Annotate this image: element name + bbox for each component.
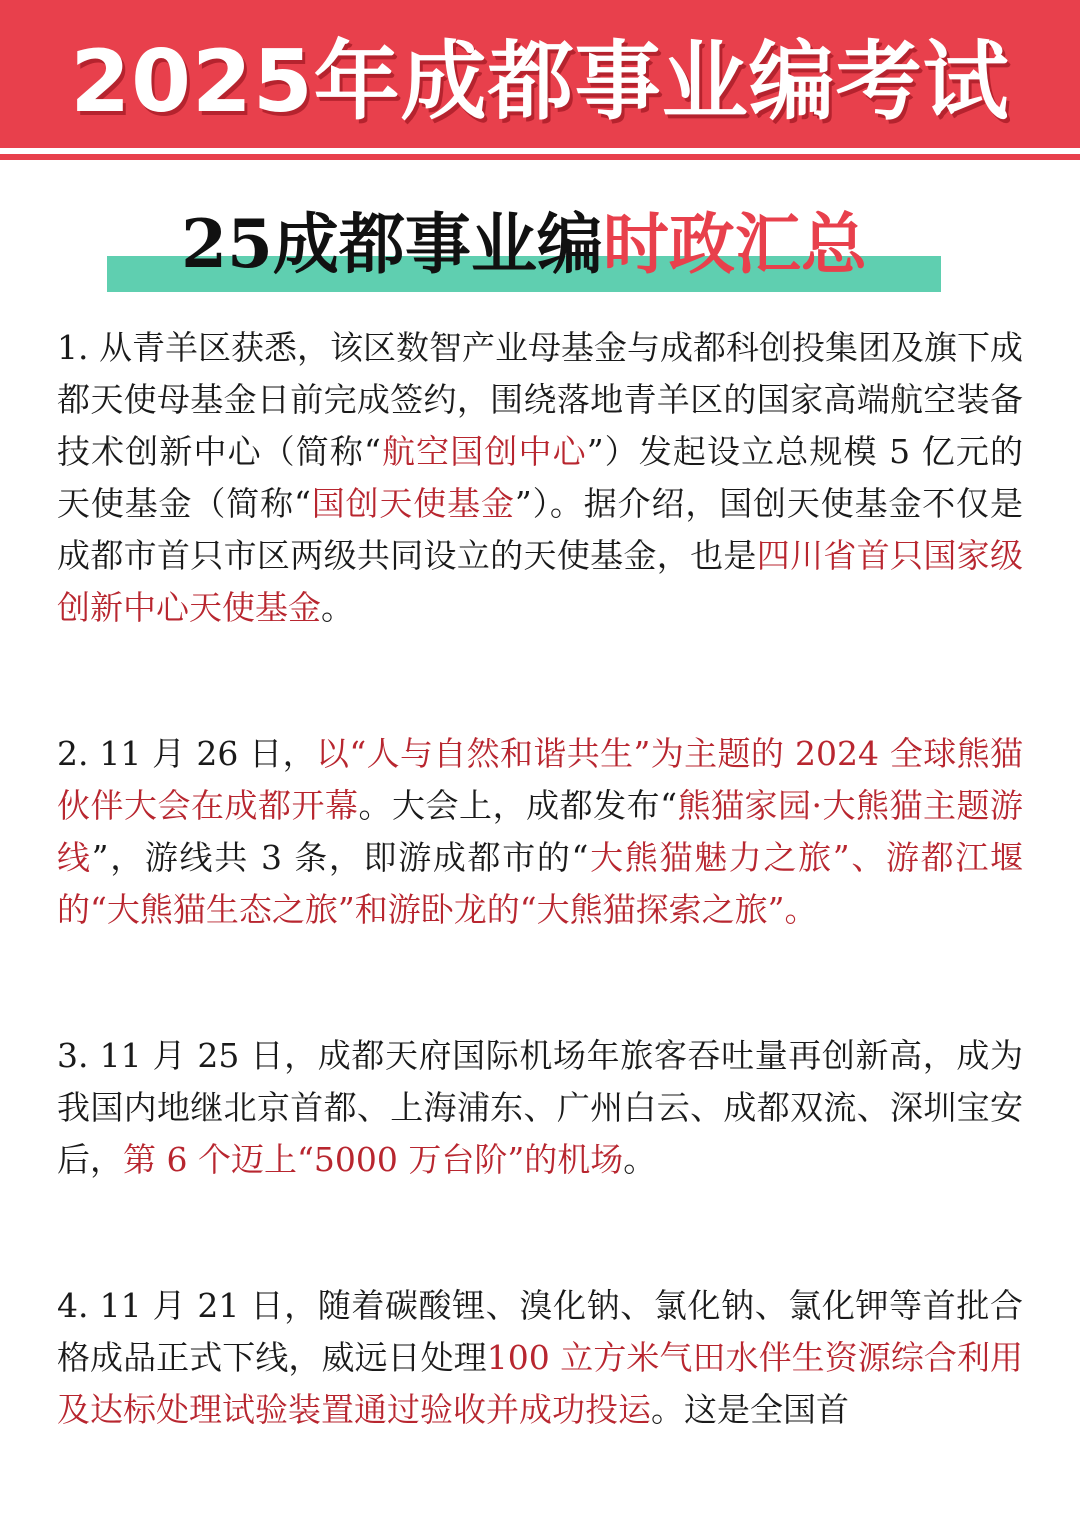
highlighted-text: 航空国创中心 <box>380 432 587 471</box>
body-text: 。大会上，成都发布“ <box>358 786 677 825</box>
body-text: 。这是全国首 <box>651 1390 849 1429</box>
body-text: 。 <box>321 588 354 627</box>
highlighted-text: 大熊猫探索之旅 <box>536 890 768 929</box>
body-text: 1. 从青羊区获悉，该区数智产业母基金与成都科创投集团及旗下成都天使母基金日前完成签约，围绕落地青羊区的国家高端航空装备技术创新中心（简称“ <box>57 328 1023 471</box>
news-item-1 <box>57 322 1023 634</box>
body-text: ”）。据介绍，国创天使基金不仅是成都市首只市区两级共同设立的天使基金，也是 <box>57 484 1024 575</box>
highlighted-text: 大熊猫生态之旅 <box>106 890 338 929</box>
body-text: ”）发起设立总规模 5 亿元的天使基金（简称“ <box>57 432 1023 523</box>
highlighted-text: ”、游都江堰的“ <box>57 838 1024 929</box>
news-item-3 <box>57 1030 1023 1186</box>
news-list <box>57 322 1023 1530</box>
highlighted-text: ”和游卧龙的“ <box>337 890 537 929</box>
body-text: 。 <box>623 1140 657 1179</box>
highlighted-text: 熊猫家园·大熊猫主题游线 <box>57 786 1024 877</box>
highlighted-text: 第 6 个迈上“5000 万台阶”的机场 <box>123 1140 624 1179</box>
header-banner <box>0 0 1080 148</box>
body-text: 3. 11 月 25 日，成都天府国际机场年旅客吞吐量再创新高，成为我国内地继北京首都、上海浦东、广州白云、成都双流、深圳宝安后， <box>57 1036 1023 1179</box>
news-item-2 <box>57 728 1023 936</box>
banner-underline <box>0 154 1080 160</box>
subtitle <box>107 200 941 288</box>
body-text: 2. 11 月 26 日， <box>57 734 316 773</box>
highlighted-text: 大熊猫魅力之旅 <box>588 838 833 877</box>
body-text: ”，游线共 3 条，即游成都市的“ <box>91 838 589 877</box>
subtitle-accent-text: 时政汇总 <box>602 205 867 283</box>
highlighted-text: ”。 <box>767 890 818 929</box>
highlighted-text: 四川省首只国家级创新中心天使基金 <box>57 536 1024 627</box>
body-text: 4. 11 月 21 日，随着碳酸锂、溴化钠、氯化钠、氯化钾等首批合格成品正式下线，威远日处理 <box>57 1286 1023 1377</box>
highlighted-text: 100 立方米气田水伴生资源综合利用及达标处理试验装置通过验收并成功投运 <box>57 1338 1023 1429</box>
subtitle-block <box>107 200 941 294</box>
banner-title: 2025年成都事业编考试 <box>70 32 1010 132</box>
highlighted-text: 国创天使基金 <box>310 484 515 523</box>
subtitle-main-text: 25成都事业编 <box>181 205 603 283</box>
news-item-4 <box>57 1280 1023 1436</box>
highlighted-text: 以“人与自然和谐共生”为主题的 2024 全球熊猫伙伴大会在成都开幕 <box>57 734 1023 825</box>
